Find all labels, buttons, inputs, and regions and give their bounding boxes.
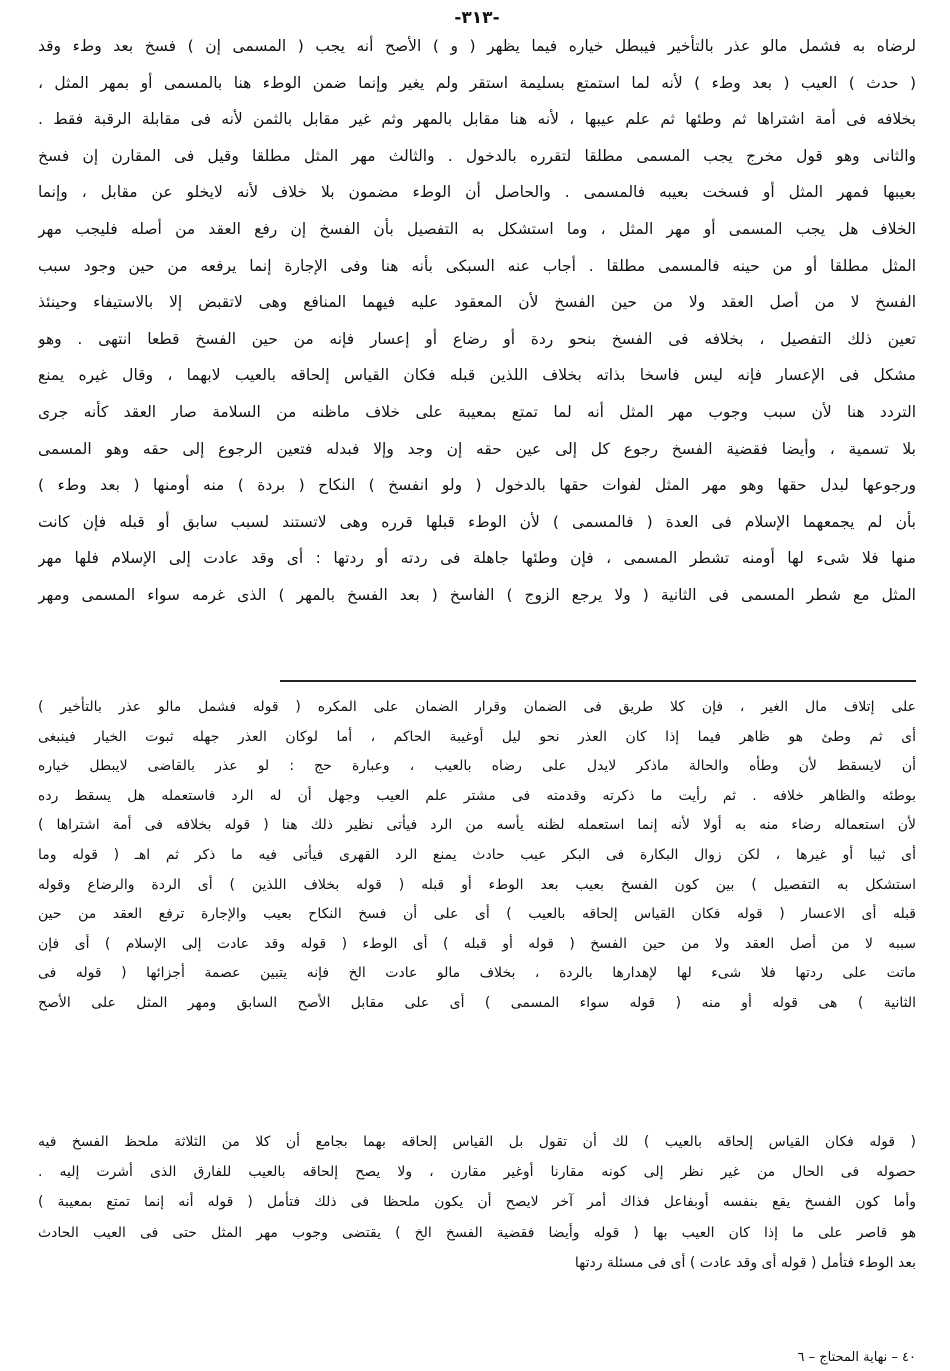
text-line: لرضاه به فشمل مالو عذر بالتأخير فيبطل خياره فيما يظهر ( و ) الأصح أنه يجب ( المسمى إن ) فسخ بعد وطء وقد xyxy=(38,37,916,55)
text-line: ( حدث ) العيب ( بعد وطء ) لأنه لما استمتع بسليمة استقر ولم يغير وإنما ضمن الوطء هنا بالمسمى أو بمهر المثل ، xyxy=(38,73,916,92)
text-line: أن لايسقط لأن وطأه والحالة ماذكر لايدل على رضاه بالعيب ، وعبارة حج : لو عذر بالقاضى لايبطل خياره xyxy=(38,758,916,775)
text-line: بلا تسمية ، وأيضا فقضية الفسخ رجوع كل إلى عين حقه إن وجد وإلا فبدله فتعين الرجوع إلى حقه وهو المسمى xyxy=(38,439,916,458)
text-line: المثل مع شطر المسمى فى الثانية ( ولا يرجع الزوج ) الفاسخ ( بعد الفسخ بالمهر ) الذى غرمه سواء المسمى ومهر xyxy=(38,585,916,604)
text-line: وأما كون الفسخ يقع بنفسه أوبفاعل فذاك أمر آخر لايصح أن يكون ملحظا فى ذلك فتأمل ( قوله أنه إنما تمتع بمعيبة ) xyxy=(38,1194,916,1211)
text-line: بعد الوطء فتأمل ( قوله أى وقد عادت ) أى فى مسئلة ردتها xyxy=(574,1254,916,1271)
text-line: بعيبها فمهر المثل أو فسخت بعيبه فالمسمى . والحاصل أن الوطء مضمون بلا خلاف لأنه لايخلو عن مقابل ، وإنما xyxy=(38,183,916,202)
text-line: ماتت على ردتها فلا شىء لها لإهدارها بالردة ، بخلاف مالو عادت الخ فإنه يتبين عصمة أجزائها ( قوله فى xyxy=(38,965,916,982)
commentary-secondary xyxy=(38,1127,916,1278)
text-line: على إتلاف مال الغير ، فإن كلا طريق فى الضمان وقرار الضمان على المكره ( قوله فشمل مالو عذر بالتأخير ) xyxy=(38,699,916,715)
text-line: والثانى وهو قول مخرج يجب المسمى مطلقا لتقرره بالدخول . والثالث مهر المثل مطلقا وقيل فى المقارن إن فسخ xyxy=(38,146,916,165)
text-line: بخلافه فى أمة اشتراها ثم وطئها ثم علم عيبها ، لأنه هنا مقابل بالمهر وثم غير مقابل بالثمن لأنه فى مقابلة الرقبة فقط . xyxy=(38,110,916,129)
text-line: الفسخ لا من أصل العقد ولا من حين الفسخ لأن المعقود عليه فيهما المنافع وهى لاتقبض إلا بالاستيفاء وحينئذ xyxy=(38,293,916,312)
main-text xyxy=(38,28,916,614)
text-line: الخلاف هل يجب المسمى أو مهر المثل ، وما استشكل به التفصيل بأن الفسخ إن رفع العقد من أصله فليجب مهر xyxy=(38,219,916,238)
text-line: حصوله فى الحال من غير نظر إلى كونه مقارنا أوغير مقارن ، ولا يصح إلحاقه بالعيب للفارق الذى أشرت إليه . xyxy=(38,1164,916,1181)
divider xyxy=(280,680,916,682)
text-line: ( قوله فكان القياس إلحاقه بالعيب ) لك أن تقول بل القياس إلحاقه بهما بجامع أن كلا من الثلاثة ملحظ الفسخ فيه xyxy=(38,1134,916,1150)
footer-signature: ٤٠ – نهاية المحتاج – ٦ xyxy=(797,1350,916,1365)
text-line: منها فلا شىء لها أومنه تشطر المسمى ، فإن وطئها جاهلة فى ردته أو ردتها : أى وقد عادت إلى الإسلام فلها مهر xyxy=(38,549,916,568)
text-line: سببه لا من أصل العقد ولا من حين الفسخ ( قوله أو قبله ) أى الوطء ( قوله وقد عادت إلى الإسلام ) أى فإن xyxy=(38,935,916,952)
text-line: بوطئه والظاهر خلافه . ثم رأيت ما ذكرته وقدمته فى مشتر علم العيب وجهل أن له الرد فاستعمله هل يسقط رده xyxy=(38,787,916,804)
text-line: أى ثم وطئ هو ظاهر فيما إذا كان العذر نحو ليل أوغيبة الحاكم ، أما لوكان العذر جهله ثبوت الخيار فينبغى xyxy=(38,728,916,745)
text-line: المثل مطلقا أو من حينه فالمسمى مطلقا . أجاب عنه السبكى بأنه هنا وفى الإجارة إنما يرفعه من حين وجود سبب xyxy=(38,256,916,275)
text-line: أى ثيبا أو غيرها ، لكن زوال البكارة فى البكر عيب حادث يمنع الرد القهرى فيأتى فيه ما ذكر ثم اهـ ( قوله وما xyxy=(38,846,916,863)
text-line: مشكل فى الإعسار فإنه ليس فاسخا بذاته بخلاف اللذين قبله فكان القياس إلحاقه بالعيب لابهما ، وقال غيره يمنع xyxy=(38,366,916,385)
text-line: تعين ذلك التفصيل ، بخلافه فى الفسخ بنحو ردة أو رضاع أو إعسار فإنه من حين الفسخ قطعا انتهى . وهو xyxy=(38,329,916,348)
text-line: لأن استعماله رضاء منه به أولا لأنه إنما استعمله لظنه يأسه من الرد فيأتى نظير ذلك هنا ( قوله بخلافه فى أمة اشتراها ) xyxy=(38,817,916,834)
text-line: بأن لم يجمعهما الإسلام فى العدة ( فالمسمى ) لأن الوطء قبلها قرره وهى لاتستند لسبب سابق أو قبله فإن كانت xyxy=(38,512,916,531)
text-line: استشكل به التفصيل ) بين كون الفسخ بعيب بعد الوطء أو قبله ( قوله بخلاف اللذين ) أى الردة والرضاع وقوله xyxy=(38,876,916,893)
text-line: ورجوعها لبدل حقها وهو مهر المثل لفوات حقها بالدخول ( ولو انفسخ ) النكاح ( بردة ) منه أومنها ( بعد وطء ) xyxy=(38,476,916,495)
text-line: قبله أى الاعسار ( قوله فكان القياس إلحاقه بالعيب ) أى على أن فسخ النكاح بعيب والإجارة ترفع العقد من حين xyxy=(38,906,916,923)
text-line: هو قاصر على ما إذا كان العيب بها ( قوله وأيضا فقضية الفسخ الخ ) يقتضى وجوب مهر المثل حتى فى العيب الحادث xyxy=(38,1224,916,1241)
page-number: -٣١٣- xyxy=(454,8,500,28)
text-line: التردد هنا لأن سبب وجوب مهر المثل أنه لما تمتع بمعيبة على خلاف ماظنه من السلامة صار العقد كأنه جرى xyxy=(38,402,916,421)
commentary xyxy=(38,693,916,1019)
text-line: الثانية ) هى قوله أو منه ( قوله سواء المسمى ) أى على مقابل الأصح السابق ومهر المثل على الأصح xyxy=(38,994,916,1011)
